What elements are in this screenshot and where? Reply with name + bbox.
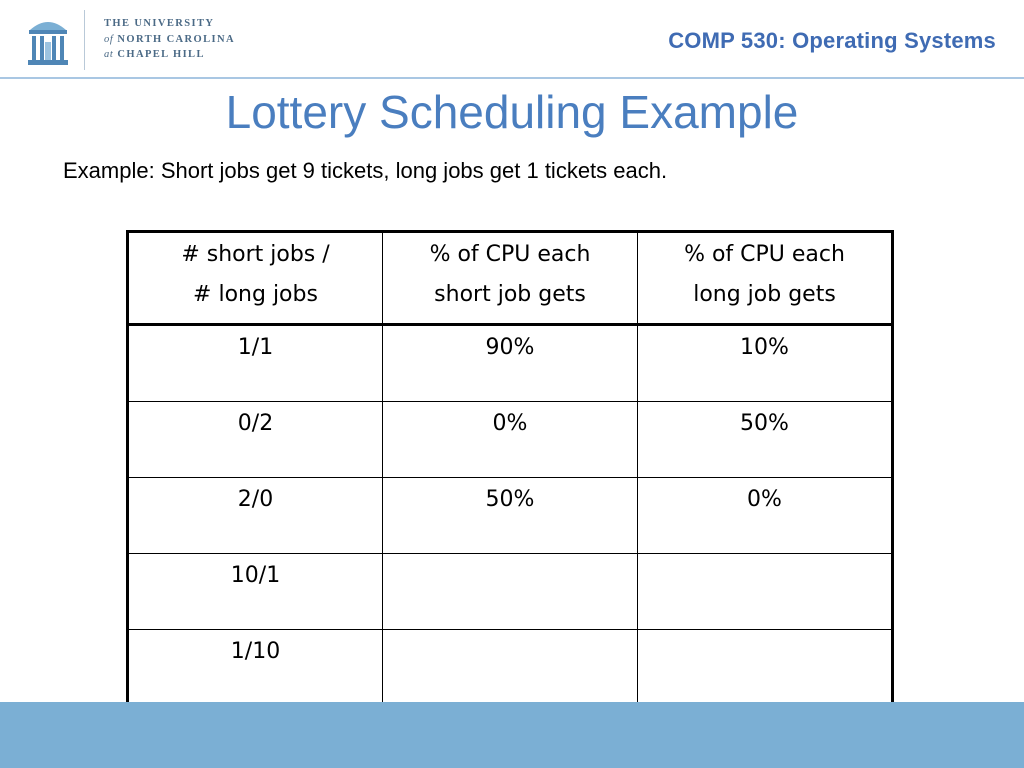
- slide-header: [0, 0, 1024, 80]
- university-line-3: at CHAPEL HILL: [104, 49, 205, 60]
- table-row: [128, 478, 893, 554]
- university-line-1: THE UNIVERSITY: [104, 18, 215, 29]
- old-well-icon: [26, 12, 70, 68]
- table-cell: 10/1: [128, 554, 383, 630]
- table-row: [128, 325, 893, 402]
- university-wordmark: [104, 16, 235, 63]
- table-cell: 2/0: [128, 478, 383, 554]
- slide-subtitle: Example: Short jobs get 9 tickets, long jobs get 1 tickets each.: [63, 158, 668, 183]
- header-jobs-ratio: # short jobs / # long jobs: [128, 232, 383, 325]
- table-header-row: [128, 232, 893, 325]
- course-title: COMP 530: Operating Systems: [668, 28, 996, 53]
- table-cell: 10%: [638, 325, 893, 402]
- table-cell: 50%: [383, 478, 638, 554]
- header-rule: [0, 77, 1024, 79]
- table-row: [128, 630, 893, 707]
- header-long-job-cpu: % of CPU each long job gets: [638, 232, 893, 325]
- table-cell: [638, 630, 893, 707]
- table-cell: 90%: [383, 325, 638, 402]
- table-cell: [383, 630, 638, 707]
- slide-title: Lottery Scheduling Example: [225, 86, 799, 138]
- table-cell: 1/10: [128, 630, 383, 707]
- logo-divider: [84, 10, 85, 70]
- cpu-share-table: [126, 230, 894, 708]
- table-cell: [638, 554, 893, 630]
- table-row: [128, 554, 893, 630]
- footer-band: [0, 702, 1024, 768]
- header-short-job-cpu: % of CPU each short job gets: [383, 232, 638, 325]
- table-cell: 1/1: [128, 325, 383, 402]
- table-cell: 0%: [638, 478, 893, 554]
- table-cell: 0/2: [128, 402, 383, 478]
- table-cell: 50%: [638, 402, 893, 478]
- university-line-2: of NORTH CAROLINA: [104, 33, 235, 45]
- table-cell: 0%: [383, 402, 638, 478]
- table-row: [128, 402, 893, 478]
- table-cell: [383, 554, 638, 630]
